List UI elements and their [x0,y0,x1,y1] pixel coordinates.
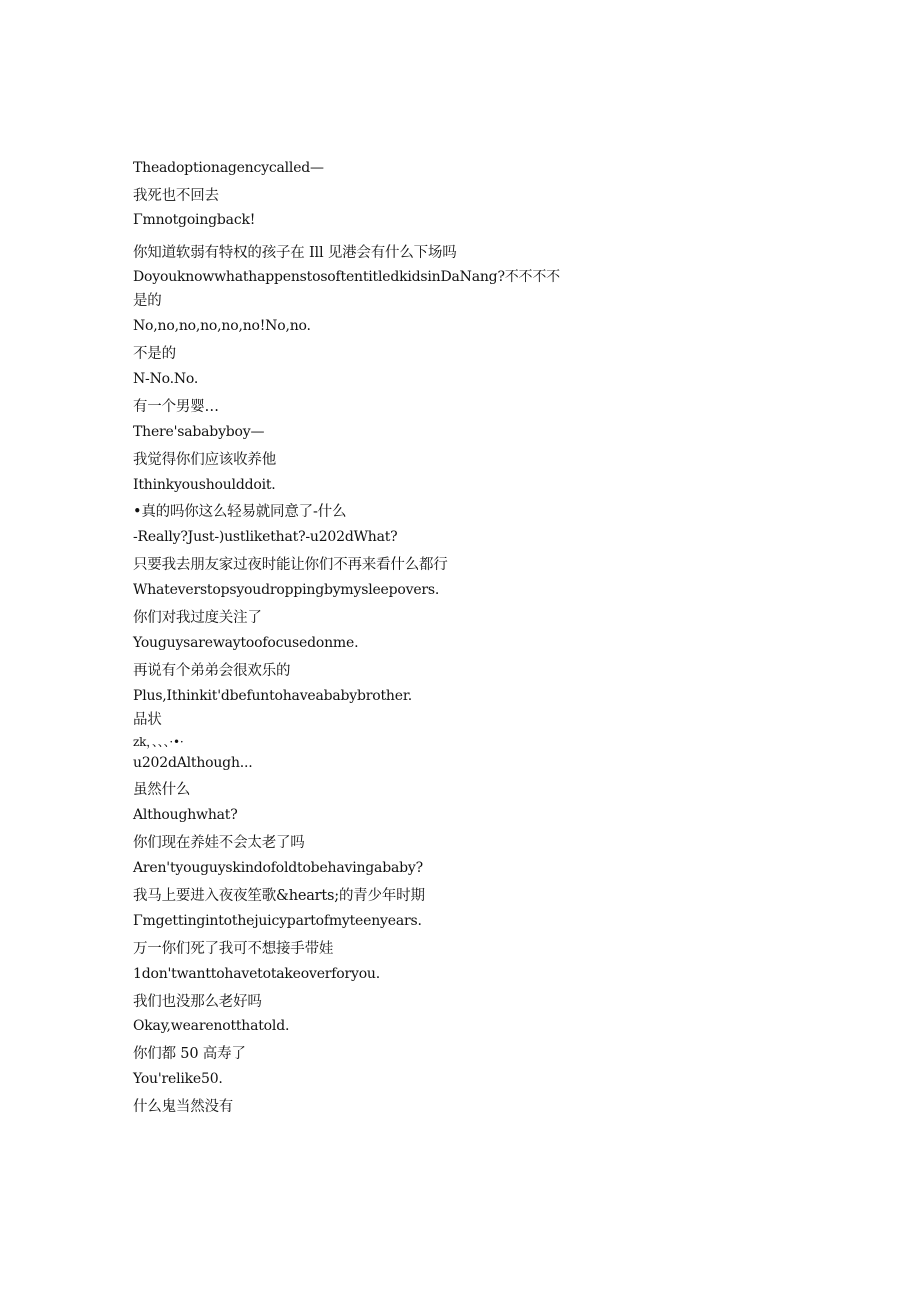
subtitle-line: 我觉得你们应该收养他 [133,452,276,468]
subtitle-line: 品状 [133,712,162,728]
subtitle-line: 再说有个弟弟会很欢乐的 [133,663,291,679]
subtitle-line: 是的 [133,293,162,309]
subtitle-line: 你们对我过度关注了 [133,610,262,626]
subtitle-line: Youguysarewaytoofocusedonme. [133,635,359,651]
subtitle-line: u202dAlthough... [133,755,253,771]
subtitle-line: DoyouknowwhathappenstosoftentitledkidsinDaNang?不不不不 [133,269,560,285]
subtitle-line: N-No.No. [133,371,199,387]
subtitle-line: 只要我去朋友家过夜时能让你们不再来看什么都行 [133,557,448,573]
subtitle-line: 不是的 [133,346,176,362]
subtitle-line: No,no,no,no,no,no!No,no. [133,318,311,334]
subtitle-line: -Really?Just-)ustlikethat?-u202dWhat? [133,529,398,545]
subtitle-line: Plus,Ithinkit'dbefuntohaveababybrother. [133,688,413,704]
subtitle-line: You'relike50. [133,1071,223,1087]
subtitle-line: Aren'tyouguyskindofoldtobehavingababy? [133,860,423,876]
subtitle-line: Althoughwhat? [133,807,238,823]
subtitle-line: 你知道软弱有特权的孩子在 Ill 见港会有什么下场吗 [133,245,457,261]
subtitle-line: zk，、、、·•· [133,735,184,749]
subtitle-line: 我死也不回去 [133,188,219,204]
subtitle-line: Γmnotgoingback! [133,212,256,228]
subtitle-line: •真的吗你这么轻易就同意了-什么 [133,504,347,520]
subtitle-line: 我马上要进入夜夜笙歌&hearts;的青少年时期 [133,888,425,904]
subtitle-line: 1don'twanttohavetotakeoverforyou. [133,966,380,982]
subtitle-line: 你们都 50 高寿了 [133,1046,246,1062]
subtitle-line: Whateverstopsyoudroppingbymysleepovers. [133,582,440,598]
subtitle-line: 万一你们死了我可不想接手带娃 [133,941,334,957]
subtitle-line: Ithinkyoushoulddoit. [133,477,276,493]
subtitle-line: 我们也没那么老好吗 [133,994,262,1010]
subtitle-line: Γmgettingintothejuicypartofmyteenyears. [133,913,422,929]
subtitle-line: There'sababyboy— [133,424,265,440]
subtitle-line: 什么鬼当然没有 [133,1099,234,1115]
subtitle-line: 有一个男婴… [133,399,219,415]
subtitle-line: 你们现在养娃不会太老了吗 [133,835,305,851]
subtitle-line: 虽然什么 [133,782,191,798]
subtitle-line: Theadoptionagencycalled— [133,160,324,176]
subtitle-line: Okay,wearenotthatold. [133,1018,290,1034]
